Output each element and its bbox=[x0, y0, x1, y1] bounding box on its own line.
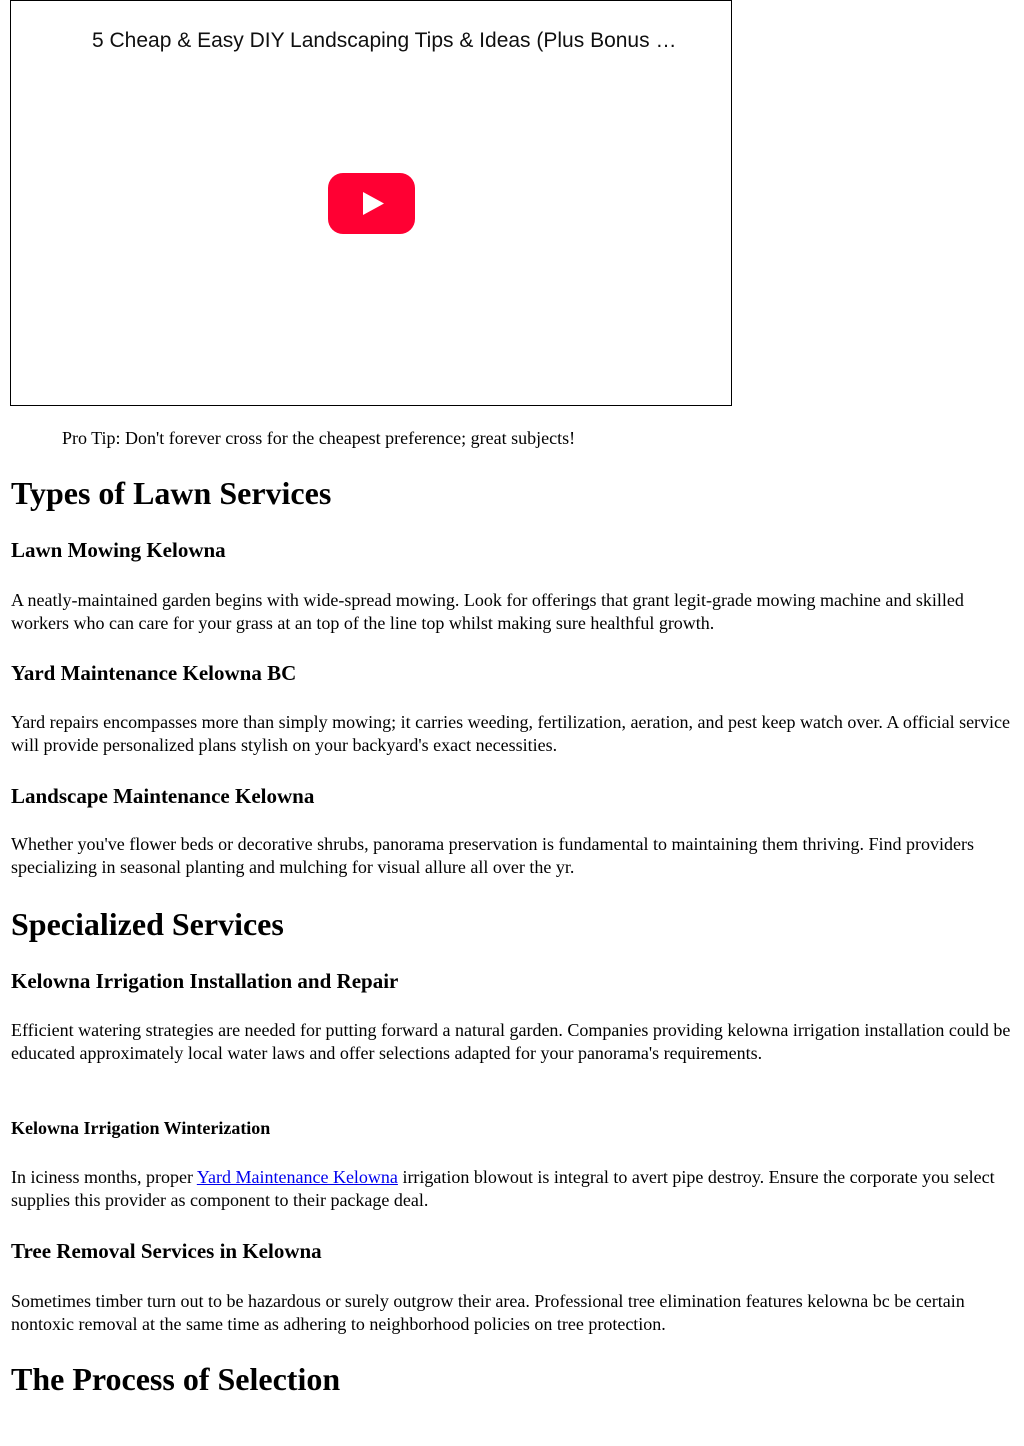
heading-irrigation-winterization: Kelowna Irrigation Winterization bbox=[11, 1118, 271, 1138]
heading-irrigation-installation: Kelowna Irrigation Installation and Repair bbox=[11, 969, 399, 993]
winterization-text-after: irrigation blowout is integral to avert pipe destroy. Ensure the corporate you select supplies this provider as component to their package deal. bbox=[11, 1167, 995, 1210]
play-button[interactable] bbox=[328, 173, 415, 234]
heading-process-of-selection: The Process of Selection bbox=[11, 1361, 341, 1397]
paragraph-irrigation-installation: Efficient watering strategies are needed for putting forward a natural garden. Companies providing kelowna irrigation installation could be educated approximately local water laws and offer selections adapted for your panorama's requirements. bbox=[11, 1020, 1011, 1063]
heading-lawn-mowing: Lawn Mowing Kelowna bbox=[11, 538, 226, 562]
heading-yard-maintenance: Yard Maintenance Kelowna BC bbox=[11, 661, 297, 685]
paragraph-irrigation-winterization bbox=[11, 1166, 1014, 1212]
video-embed[interactable] bbox=[10, 0, 732, 406]
heading-tree-removal: Tree Removal Services in Kelowna bbox=[11, 1239, 322, 1263]
yard-maintenance-link[interactable]: Yard Maintenance Kelowna bbox=[196, 1167, 398, 1187]
paragraph-lawn-mowing: A neatly-maintained garden begins with wide-spread mowing. Look for offerings that grant legit-grade mowing machine and skilled workers who can care for your grass at an top of the line top whilst making sure healthful growth. bbox=[11, 590, 964, 633]
paragraph-tree-removal: Sometimes timber turn out to be hazardous or surely outgrow their area. Professional tree elimination features kelowna bc be certain nontoxic removal at the same time as adhering to neighborhood policies on tree protection. bbox=[11, 1291, 965, 1334]
pro-tip: Pro Tip: Don't forever cross for the cheapest preference; great subjects! bbox=[62, 428, 576, 448]
heading-landscape-maintenance: Landscape Maintenance Kelowna bbox=[11, 784, 315, 808]
video-title[interactable]: 5 Cheap & Easy DIY Landscaping Tips & Ideas (Plus Bonus … bbox=[92, 29, 677, 52]
heading-types-of-lawn-services: Types of Lawn Services bbox=[11, 475, 332, 511]
heading-specialized-services: Specialized Services bbox=[11, 906, 284, 942]
paragraph-yard-maintenance: Yard repairs encompasses more than simply mowing; it carries weeding, fertilization, aeration, and pest keep watch over. A official service will provide personalized plans stylish on your backyard's exact necessities. bbox=[11, 712, 1011, 755]
paragraph-landscape-maintenance: Whether you've flower beds or decorative shrubs, panorama preservation is fundamental to maintaining them thriving. Find providers specializing in seasonal planting and mulching for visual allure all over the yr. bbox=[11, 834, 974, 877]
winterization-text-before: In iciness months, proper bbox=[11, 1167, 197, 1187]
youtube-play-icon bbox=[328, 173, 415, 234]
